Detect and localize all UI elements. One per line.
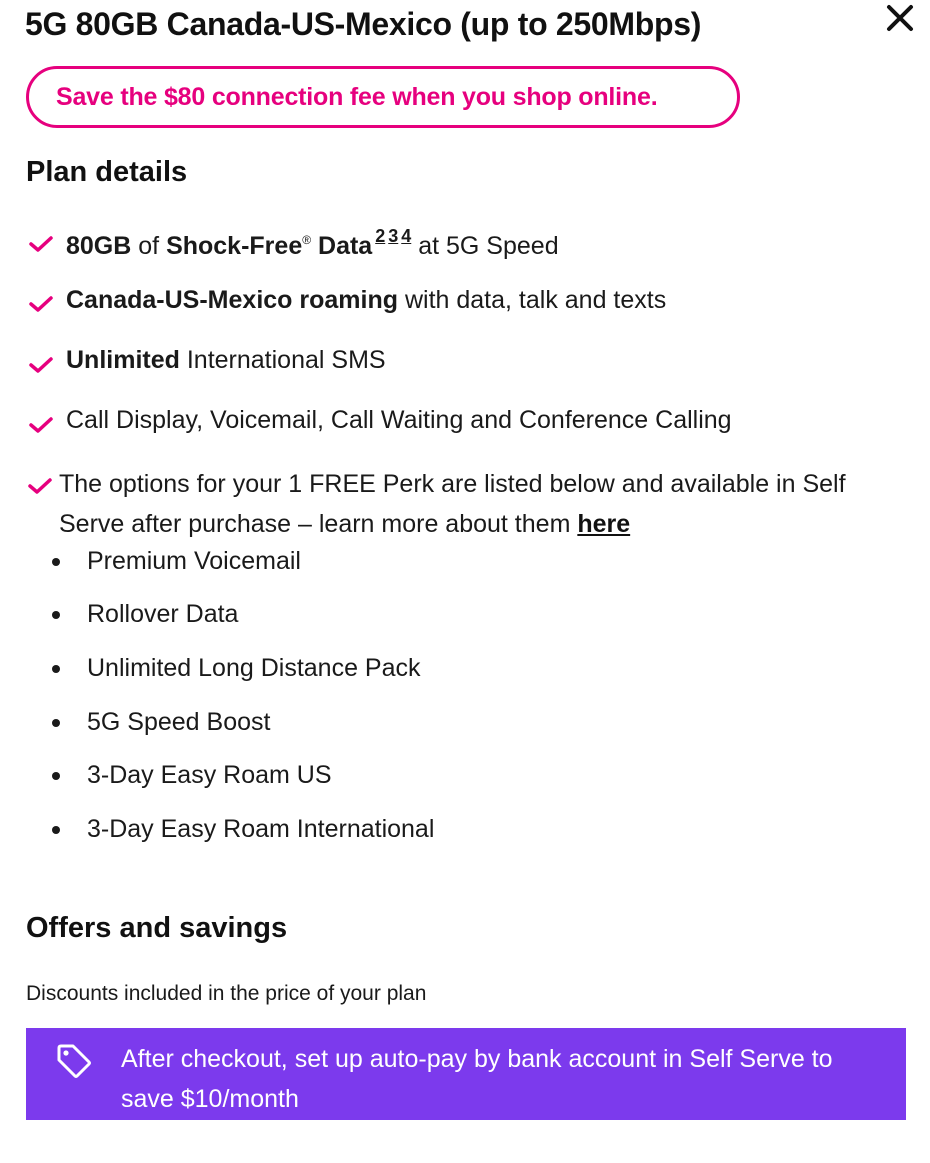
feature-sms-bold: Unlimited xyxy=(66,346,180,374)
bullet-icon xyxy=(52,611,60,619)
check-icon xyxy=(27,476,53,496)
price-tag-icon xyxy=(55,1042,93,1080)
feature-sms-text: International SMS xyxy=(179,346,386,374)
offers-heading: Offers and savings xyxy=(26,912,288,944)
check-icon xyxy=(28,294,54,314)
check-icon xyxy=(28,234,54,254)
feature-shock-free: Shock-Free xyxy=(166,232,303,260)
feature-calling xyxy=(66,406,732,435)
feature-calling-text: Call Display, Voicemail, Call Waiting and Conference Calling xyxy=(66,406,732,434)
feature-sms xyxy=(66,346,386,375)
feature-data xyxy=(66,226,559,261)
perk-item: 5G Speed Boost xyxy=(87,708,271,736)
close-button[interactable] xyxy=(880,2,920,38)
bullet-icon xyxy=(52,719,60,727)
perk-item: 3-Day Easy Roam US xyxy=(87,761,332,789)
bullet-icon xyxy=(52,772,60,780)
bullet-icon xyxy=(52,826,60,834)
check-icon xyxy=(28,415,54,435)
feature-data-amount: 80GB xyxy=(66,232,132,260)
perk-item: Premium Voicemail xyxy=(87,547,301,575)
perk-intro-text: The options for your 1 FREE Perk are listed below and available in Self Serve after purchase – learn more about them xyxy=(59,470,846,538)
discounts-label: Discounts included in the price of your plan xyxy=(26,982,427,1005)
learn-more-link[interactable]: here xyxy=(577,510,631,538)
autopay-offer-banner xyxy=(26,1028,906,1120)
perk-intro xyxy=(59,464,899,544)
promo-button[interactable]: Save the $80 connection fee when you shop online. xyxy=(26,66,740,128)
bullet-icon xyxy=(52,558,60,566)
registered-mark: ® xyxy=(302,233,312,247)
feature-roaming xyxy=(66,286,666,315)
perk-item: Unlimited Long Distance Pack xyxy=(87,654,421,682)
feature-roaming-text: with data, talk and texts xyxy=(398,286,667,314)
feature-data-speed: at 5G Speed xyxy=(411,232,559,260)
autopay-offer-text: After checkout, set up auto-pay by bank account in Self Serve to save $10/month xyxy=(121,1045,833,1113)
footnote-link-4[interactable]: 4 xyxy=(401,226,412,246)
check-icon xyxy=(28,355,54,375)
page-title: 5G 80GB Canada-US-Mexico (up to 250Mbps) xyxy=(25,6,702,42)
perk-item: 3-Day Easy Roam International xyxy=(87,815,435,843)
feature-data-of: of xyxy=(131,232,167,260)
footnote-link-3[interactable]: 3 xyxy=(388,226,399,246)
bullet-icon xyxy=(52,665,60,673)
footnote-link-2[interactable]: 2 xyxy=(375,226,386,246)
feature-roaming-bold: Canada-US-Mexico roaming xyxy=(66,286,399,314)
perk-item: Rollover Data xyxy=(87,600,239,628)
close-icon xyxy=(880,2,920,38)
feature-data-word: Data xyxy=(311,232,373,260)
plan-details-heading: Plan details xyxy=(26,156,188,188)
